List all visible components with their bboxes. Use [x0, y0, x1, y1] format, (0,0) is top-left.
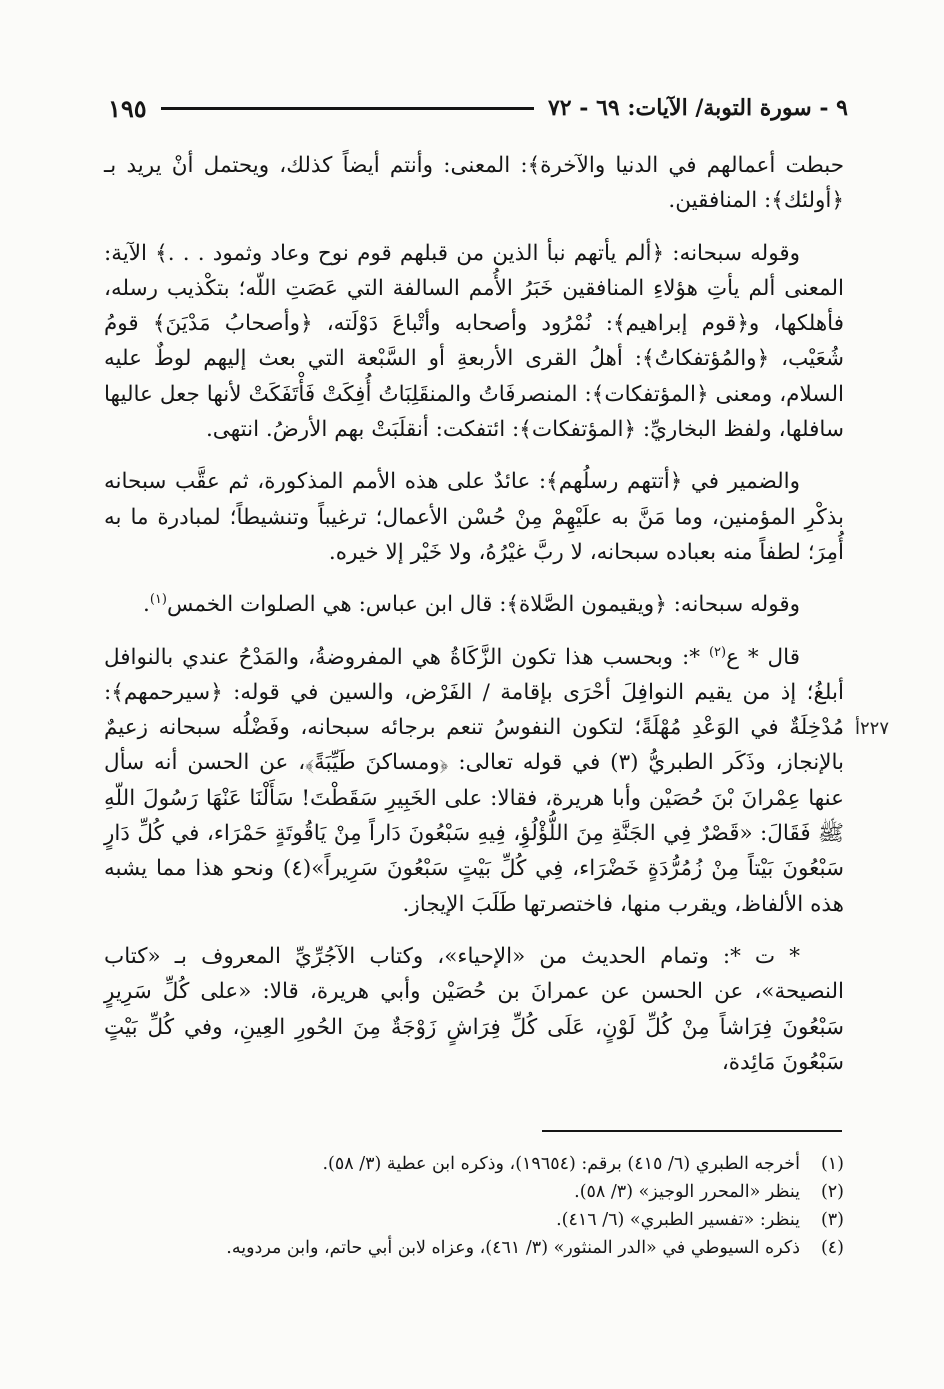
paragraph-text: (٣) في قوله تعالى: ﴿ومساكنَ طَيِّبَةً﴾، عن الحسن أنه سأل عنها عِمْرانَ بْنَ حُصَيْن وأبا هريرة، فقالا: على الخَبِيرِ سَقَطْتَ! سَأَلْنَا عَنْهَا رَسُولَ اللّهِ ﷺ فَقَالَ: «قَصْرٌ فِي الجَنَّةِ مِنَ اللُّؤْلُؤِ، فِيهِ سَبْعُونَ دَاراً مِنْ يَاقُوتَةٍ حَمْرَاء، في كُلِّ دَارٍ سَبْعُونَ بَيْتاً مِنْ زُمُرُّدَةٍ خَضْرَاء، فِي كُلِّ بَيْتٍ سَبْعُونَ سَرِيراً»(٤) ونحو هذا مما يشبه هذه الألفاظ، ويقرب منها، فاختصرتها طَلَبَ الإيجاز. [104, 750, 844, 917]
footnote-text: ينظر: «تفسير الطبري» (٦/ ٤١٦). [556, 1210, 800, 1230]
paragraph-text: وقوله سبحانه: ﴿ألم يأتهم نبأ الذين من قبلهم قوم نوح وعاد وثمود . . .﴾ الآية: المعنى ألم يأتِ هؤلاءِ المنافقين خَبَرُ الأُمم السالفة التي عَصَتِ اللّه؛ بتكْذيب رسله، فأهلكها، و﴿قوم إبراهيم﴾: نُمْرُود وأصحابه وأتْباعَ دَوْلَته، ﴿وأصحابُ مَدْيَنَ﴾ قومُ شُعَيْب، ﴿والمُؤتفكاتُ﴾: أهلُ القرى الأربعةِ أو السَّبْعة التي بعث إليهم لوطٌ عليه السلام، ومعنى ﴿المؤتفكات﴾: المنصرفَاتُ والمنقَلِبَاتُ أُفِكَتْ فَأْتَفَكَتْ لأنها جعل عاليها سافلها، ولفظ البخاريِّ: ﴿المؤتفكات﴾: ائتفكت: أنقلَبَتْ بهم الأرضُ. انتهى. [104, 240, 844, 443]
paragraph [104, 640, 844, 922]
running-header [108, 88, 848, 128]
footnote-divider [542, 1130, 842, 1132]
footnote [104, 1234, 844, 1262]
footnote-text: ينظر «المحرر الوجيز» (٣/ ٥٨). [574, 1182, 800, 1202]
main-text [104, 148, 844, 1097]
paragraph-text: وقوله سبحانه: ﴿ويقيمون الصَّلاة﴾: قال ابن عباس: هي الصلوات الخمس [166, 592, 800, 618]
paragraph-text: . [142, 592, 150, 618]
footnote-number: (١) [820, 1154, 844, 1174]
footnote-text: ذكره السيوطي في «الدر المنثور» (٣/ ٤٦١)، وعزاه لابن أبي حاتم، وابن مردويه. [226, 1238, 800, 1258]
footnote [104, 1150, 844, 1178]
paragraph-text: *: وبحسب هذا تكون الزَّكَاةُ هي المفروضةُ، والمَدْحُ عندي بالنوافل أبلغُ؛ إذ من يقيم النوافِلَ أحْرَى بإقامة / الفَرْض، والسين في قوله: ﴿سيرحمهم﴾: مُدْخِلَةٌ في الوَعْدِ مُهْلَةً؛ لتكون النفوسُ تنعم برجائه سبحانه، وفَضْلُه سبحانه زعيمٌ بالإنجاز، وذَكَر الطبريُّ [104, 644, 844, 776]
header-rule [161, 107, 534, 110]
paragraph [104, 236, 844, 448]
header-title: ٩ - سورة التوبة/ الآيات: ٦٩ - ٧٢ [547, 95, 848, 121]
paragraph-text: * ت *: وتمام الحديث من «الإحياء»، وكتاب الآجُرِّيِّ المعروف بـ «كتاب النصيحة»، عن الحسن عن عمرانَ بن حُصَيْن وأبي هريرة، قالا: «على كُلِّ سَرِيرٍ سَبْعُونَ فِرَاشاً مِنْ كُلِّ لَوْنٍ، عَلَى كُلِّ فِرَاشٍ زَوْجَةٌ مِنَ الحُورِ العِينِ، وفي كُلِّ بَيْتٍ سَبْعُونَ مَائِدة، [104, 943, 844, 1075]
paragraph [104, 464, 844, 570]
footnotes [104, 1150, 844, 1262]
page-number: ١٩٥ [108, 93, 147, 123]
paragraph-text: والضمير في ﴿أتتهم رسلُهم﴾: عائدٌ على هذه الأمم المذكورة، ثم عقَّب سبحانه بذكْرِ المؤمنين، وما مَنَّ به علَيْهِمْ مِنْ حُسْن الأعمال؛ ترغيباً وتنشيطاً؛ لمبادرة ما به أُمِرَ؛ لطفاً منه بعباده سبحانه، لا ربَّ غيْرُهُ، ولا خَيْر إلا خيره. [104, 469, 844, 565]
paragraph [104, 148, 844, 219]
footnote-number: (٢) [820, 1182, 844, 1202]
footnote-ref: (٢) [708, 644, 727, 660]
paragraph-text: قال * ع [726, 644, 801, 670]
footnote [104, 1178, 844, 1206]
footnote [104, 1206, 844, 1234]
paragraph [104, 939, 844, 1080]
footnote-number: (٤) [820, 1238, 844, 1258]
footnote-ref: (١) [149, 592, 167, 608]
footnote-number: (٣) [820, 1210, 844, 1230]
footnote-text: أخرجه الطبري (٦/ ٤١٥) برقم: (١٩٦٥٤)، وذكره ابن عطية (٣/ ٥٨). [322, 1154, 800, 1174]
paragraph-text: حبطت أعمالهم في الدنيا والآخرة﴾: المعنى: وأنتم أيضاً كذلك، ويحتمل أنْ يريد بـ ﴿أولئك﴾: المنافقين. [104, 153, 844, 214]
margin-manuscript-note: ٢٢٧أ [855, 718, 890, 739]
paragraph [104, 587, 844, 622]
